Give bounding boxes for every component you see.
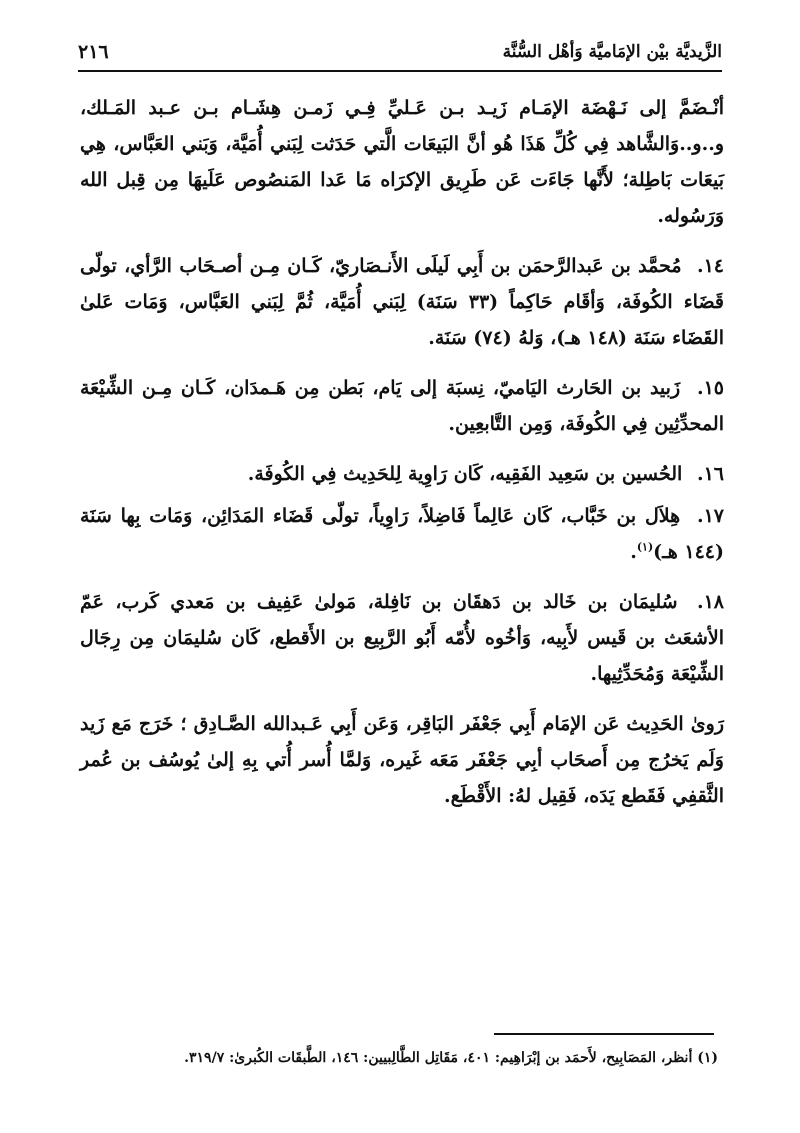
entry-text: هِلاَل بن خَبَّاب، كَان عَالِماً فَاضِلاً، رَاوِياً، تولّى قَضَاء المَدَائِن، وَمَات بِها سَنَة (١٤٤ هـ) [80,505,724,563]
entry-15 [80,370,724,442]
body-text [80,90,724,828]
running-title: الزَّيديَّة بيْن الإمَاميَّة وَأهْل السُّنَّة [502,42,722,62]
entry-number: ١٧. [696,505,724,527]
page-number: ٢١٦ [78,41,109,63]
entry-number: ١٤. [696,255,724,277]
entry-text: سُليمَان بن خَالد بن دَهقَان بن نَافِلة، مَولىٰ عَفِيف بن مَعدي كَرب، عَمّ الأشعَث بن قَيس لأَبِيه، وَأخُوه لأُمّه أَبُو الرَّبِيع بن الأَقطع، كَان سُليمَان مِن رِجَال الشِّيْعَة وَمُحَدِّثِيها. [80,591,724,685]
entry-number: ١٦. [696,463,724,485]
header-divider [78,70,722,72]
footnote-text: أنظر، المَصَابِيح، لأَحمَد بن إبْرَاهِيم: ٤٠١، مَقَاتِل الطَّالِبيين: ١٤٦، الطَّبقَات الكُبرىٰ: ٣١٩/٧. [184,1050,693,1066]
page-header [78,36,722,68]
entry-text: الحُسين بن سَعِيد الفَقِيه، كَان رَاوِية لِلحَدِيث فِي الكُوفَة. [247,463,683,485]
entry-18 [80,584,724,692]
entry-14 [80,248,724,356]
footnote-number: (١) [697,1050,718,1066]
entry-text: زَبيد بن الحَارث اليَاميّ، نِسبَة إلى يَام، بَطن مِن هَـمدَان، كَـان مِـن الشِّيْعَة المحدِّثِين فِي الكُوفَة، وَمِن التَّابعِين. [80,377,724,435]
footnote [80,1046,718,1070]
entry-number: ١٨. [696,591,725,613]
entry-text-end: . [630,541,637,563]
entry-16 [80,456,724,492]
entry-text: مُحمَّد بن عَبدالرَّحمَن بن أَبِي لَيلَى الأَنـصَاريّ، كَـان مِـن أصـحَاب الرَّأي، تولّى قَضَاء الكُوفَة، وَأقَام حَاكِماً (٣٣ سَنَة) لِبَني أُمَيَّة، ثُمَّ لِبَني العَبَّاس، وَمَات عَلىٰ القَضَاء سَنَة (١٤٨ هـ)، وَلهُ (٧٤) سَنَة. [80,255,724,349]
entry-number: ١٥. [696,377,724,399]
footnote-divider [494,1033,714,1035]
paragraph-text: أنْـضَمَّ إلى نَـهْضَة الإمَـام زَيـد بـن عَـليِّ فِـي زَمـن هِشَـام بـن عـبد المَـلك، و..و..وَالشَّاهد فِي كُلِّ هَذَا هُو أنَّ البَيعَات الَّتي حَدَثت لِبَني أُمَيَّة، وَبَني العَبَّاس، هِي بَيعَات بَاطِلة؛ لأَنَّها جَاءَت عَن طَرِيق الإكرَاه مَا عَدا المَنصُوص عَلَيهَا مِن قِبل الله وَرَسُوله. [80,97,724,227]
entry-17 [80,498,724,570]
footnote-reference[interactable]: (١) [636,540,654,554]
paragraph-intro [80,90,724,234]
paragraph-text: رَوىٰ الحَدِيث عَن الإمَام أَبِي جَعْفَر البَاقِر، وَعَن أَبِي عَـبدالله الصَّـادِق ؛ خَرَج مَع زَيد وَلَم يَخرُج مِن أَصحَاب أبِي جَعْفَر مَعَه غَيره، وَلمَّا أُسر أُتي بِهِ إلىٰ يُوسُف بن عُمر الثَّقفِي فَقَطع يَدَه، فَقِيل لهُ: الأَقْطَع. [80,713,724,807]
paragraph-continuation [80,706,724,814]
